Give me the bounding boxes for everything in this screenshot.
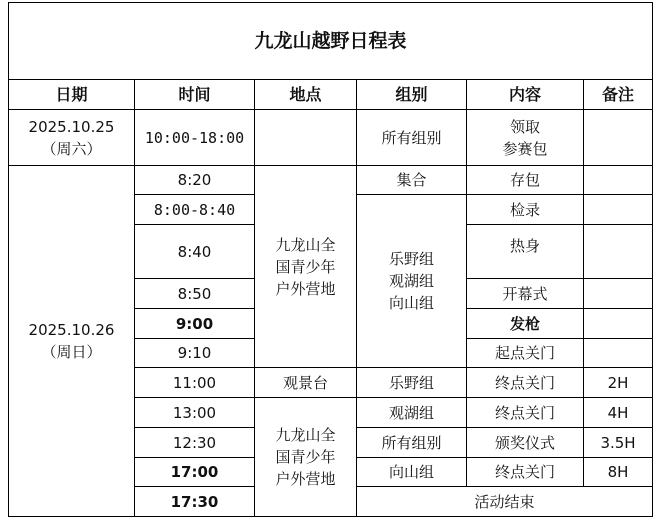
- weekday-text: （周日）: [41, 343, 102, 361]
- content-cell: 终点关门: [467, 458, 584, 487]
- content-text: 领取: [509, 117, 540, 136]
- header-content: 内容: [467, 80, 584, 110]
- location-cell-viewpoint: 观景台: [255, 368, 357, 398]
- schedule-table: [8, 2, 653, 517]
- time-cell: 9:00: [135, 309, 255, 339]
- note-cell: [584, 309, 653, 339]
- note-cell: [584, 339, 653, 368]
- time-cell: 17:30: [135, 487, 255, 517]
- content-text: 参赛包: [502, 139, 548, 158]
- content-cell-end: 活动结束: [357, 487, 653, 517]
- note-cell: [584, 166, 653, 195]
- location-text: 国青少年: [275, 257, 336, 276]
- content-cell: 发枪: [467, 309, 584, 339]
- content-cell: 开幕式: [467, 279, 584, 309]
- time-cell: 8:20: [135, 166, 255, 195]
- note-cell: 4H: [584, 398, 653, 428]
- group-cell: 观湖组: [357, 398, 467, 428]
- note-cell: 3.5H: [584, 428, 653, 458]
- content-cell: 热身: [467, 225, 584, 279]
- header-note: 备注: [584, 80, 653, 110]
- content-cell: [467, 110, 584, 166]
- content-cell: 终点关门: [467, 398, 584, 428]
- location-text: 户外营地: [275, 470, 336, 488]
- time-cell: 8:00-8:40: [135, 195, 255, 225]
- location-cell-campsite-2: [255, 398, 357, 517]
- header-location: 地点: [255, 80, 357, 110]
- note-cell: [584, 225, 653, 279]
- time-cell: 12:30: [135, 428, 255, 458]
- location-text: 户外营地: [275, 279, 336, 298]
- location-text: 九龙山全: [275, 235, 336, 254]
- group-cell: 所有组别: [357, 428, 467, 458]
- content-cell: 终点关门: [467, 368, 584, 398]
- content-cell: 存包: [467, 166, 584, 195]
- time-cell: 11:00: [135, 368, 255, 398]
- time-cell: 8:40: [135, 225, 255, 279]
- date-cell-day1: [9, 110, 135, 166]
- group-cell: 集合: [357, 166, 467, 195]
- time-cell: 10:00-18:00: [135, 110, 255, 166]
- time-cell: 17:00: [135, 458, 255, 487]
- group-cell: 所有组别: [357, 110, 467, 166]
- note-cell: [584, 110, 653, 166]
- location-text: 九龙山全: [275, 426, 336, 444]
- note-cell: 2H: [584, 368, 653, 398]
- date-text: 2025.10.26: [28, 321, 115, 339]
- group-cell: 乐野组: [357, 368, 467, 398]
- content-cell: 检录: [467, 195, 584, 225]
- group-cell-multi: [357, 195, 467, 368]
- location-cell-campsite: [255, 166, 357, 368]
- group-text: 向山组: [388, 294, 434, 312]
- note-cell: [584, 195, 653, 225]
- note-cell: [584, 279, 653, 309]
- header-time: 时间: [135, 80, 255, 110]
- note-cell: 8H: [584, 458, 653, 487]
- weekday-text: （周六）: [41, 139, 102, 158]
- location-text: 国青少年: [275, 448, 336, 466]
- date-text: 2025.10.25: [28, 117, 115, 136]
- table-row: [9, 110, 653, 166]
- header-group: 组别: [357, 80, 467, 110]
- group-text: 观湖组: [388, 272, 434, 290]
- location-cell: [255, 110, 357, 166]
- time-cell: 9:10: [135, 339, 255, 368]
- date-cell-day2: [9, 166, 135, 517]
- content-cell: 颁奖仪式: [467, 428, 584, 458]
- time-cell: 8:50: [135, 279, 255, 309]
- group-text: 乐野组: [388, 250, 434, 268]
- content-cell: 起点关门: [467, 339, 584, 368]
- table-row: [9, 166, 653, 195]
- group-cell: 向山组: [357, 458, 467, 487]
- header-row: [9, 80, 653, 110]
- header-date: 日期: [9, 80, 135, 110]
- schedule-title: 九龙山越野日程表: [9, 3, 653, 80]
- time-cell: 13:00: [135, 398, 255, 428]
